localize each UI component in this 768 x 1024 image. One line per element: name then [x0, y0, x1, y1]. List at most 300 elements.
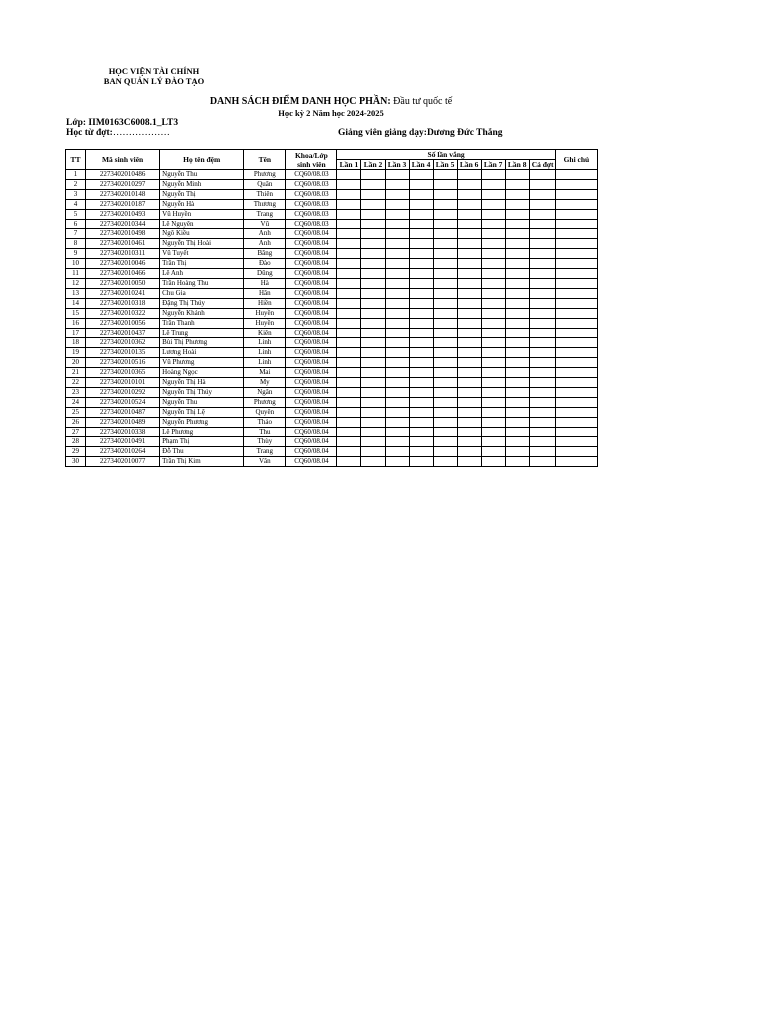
absence-cell — [505, 427, 529, 437]
institution-name: HỌC VIỆN TÀI CHÍNH — [108, 66, 200, 76]
absence-cell — [505, 199, 529, 209]
student-class: CQ60/08.04 — [286, 229, 337, 239]
absence-cell — [433, 239, 457, 249]
absence-cell — [457, 170, 481, 180]
student-id: 2273402010524 — [86, 397, 160, 407]
absence-cell — [505, 189, 529, 199]
student-id: 2273402010187 — [86, 199, 160, 209]
absence-cell — [337, 407, 361, 417]
absence-cell — [505, 387, 529, 397]
table-row — [66, 437, 598, 447]
absence-cell — [505, 249, 529, 259]
student-class: CQ60/08.04 — [286, 278, 337, 288]
absence-cell — [505, 219, 529, 229]
absence-cell — [385, 397, 409, 407]
row-number: 3 — [66, 189, 86, 199]
student-class: CQ60/08.03 — [286, 170, 337, 180]
student-id: 2273402010344 — [86, 219, 160, 229]
student-class: CQ60/08.04 — [286, 298, 337, 308]
course-name: Đầu tư quốc tế — [393, 96, 453, 107]
student-surname: Nguyễn Khánh — [160, 308, 244, 318]
absence-cell — [409, 368, 433, 378]
student-surname: Ngô Kiều — [160, 229, 244, 239]
absence-cell — [361, 170, 385, 180]
student-surname: Nguyễn Minh — [160, 179, 244, 189]
absence-cell — [361, 397, 385, 407]
absence-cell — [409, 269, 433, 279]
note-cell — [555, 457, 597, 467]
batch-value: ……………… — [112, 128, 170, 138]
absence-cell — [409, 179, 433, 189]
absence-cell — [457, 209, 481, 219]
row-number: 2 — [66, 179, 86, 189]
note-cell — [555, 298, 597, 308]
student-surname: Nguyễn Thị Hoài — [160, 239, 244, 249]
student-class: CQ60/08.04 — [286, 457, 337, 467]
table-row — [66, 427, 598, 437]
student-surname: Lê Anh — [160, 269, 244, 279]
absence-cell — [457, 179, 481, 189]
note-cell — [555, 378, 597, 388]
student-class: CQ60/08.04 — [286, 308, 337, 318]
student-id: 2273402010101 — [86, 378, 160, 388]
absence-cell — [529, 378, 555, 388]
note-cell — [555, 278, 597, 288]
table-row — [66, 288, 598, 298]
note-cell — [555, 189, 597, 199]
student-name: Linh — [244, 348, 286, 358]
absence-cell — [505, 239, 529, 249]
student-class: CQ60/08.04 — [286, 269, 337, 279]
absence-cell — [505, 288, 529, 298]
absence-cell — [361, 269, 385, 279]
student-class: CQ60/08.04 — [286, 417, 337, 427]
absence-cell — [457, 249, 481, 259]
student-class: CQ60/08.04 — [286, 397, 337, 407]
col-header-absence-3: Lần 3 — [385, 160, 409, 170]
note-cell — [555, 269, 597, 279]
table-row — [66, 229, 598, 239]
absence-cell — [529, 427, 555, 437]
student-class: CQ60/08.03 — [286, 189, 337, 199]
table-row — [66, 338, 598, 348]
absence-cell — [529, 199, 555, 209]
table-row — [66, 249, 598, 259]
absence-cell — [481, 298, 505, 308]
absence-cell — [361, 298, 385, 308]
absence-cell — [457, 189, 481, 199]
absence-cell — [457, 397, 481, 407]
absence-cell — [361, 189, 385, 199]
absence-cell — [409, 239, 433, 249]
absence-cell — [505, 170, 529, 180]
absence-cell — [457, 278, 481, 288]
absence-cell — [505, 338, 529, 348]
note-cell — [555, 447, 597, 457]
absence-cell — [457, 437, 481, 447]
student-surname: Trần Thanh — [160, 318, 244, 328]
student-surname: Lương Hoài — [160, 348, 244, 358]
student-class: CQ60/08.04 — [286, 338, 337, 348]
student-class: CQ60/08.04 — [286, 288, 337, 298]
row-number: 22 — [66, 378, 86, 388]
note-cell — [555, 348, 597, 358]
col-header-absences: Số lần vắng — [337, 150, 555, 160]
absence-cell — [337, 219, 361, 229]
absence-cell — [481, 259, 505, 269]
absence-cell — [457, 338, 481, 348]
absence-cell — [361, 219, 385, 229]
absence-cell — [361, 199, 385, 209]
absence-cell — [409, 308, 433, 318]
absence-cell — [529, 269, 555, 279]
student-name: Quân — [244, 179, 286, 189]
student-surname: Nguyễn Thị Lệ — [160, 407, 244, 417]
absence-cell — [505, 457, 529, 467]
student-id: 2273402010322 — [86, 308, 160, 318]
row-number: 27 — [66, 427, 86, 437]
absence-cell — [433, 199, 457, 209]
student-name: Trang — [244, 447, 286, 457]
note-cell — [555, 358, 597, 368]
absence-cell — [337, 179, 361, 189]
absence-cell — [337, 170, 361, 180]
absence-cell — [409, 358, 433, 368]
absence-cell — [337, 358, 361, 368]
absence-cell — [409, 170, 433, 180]
student-surname: Nguyễn Hà — [160, 199, 244, 209]
col-header-tt: TT — [66, 150, 86, 170]
absence-cell — [481, 170, 505, 180]
student-id: 2273402010056 — [86, 318, 160, 328]
absence-cell — [409, 259, 433, 269]
absence-cell — [337, 239, 361, 249]
absence-cell — [481, 308, 505, 318]
absence-cell — [505, 417, 529, 427]
absence-cell — [529, 457, 555, 467]
absence-cell — [457, 308, 481, 318]
absence-cell — [361, 437, 385, 447]
col-header-name: Tên — [244, 150, 286, 170]
absence-cell — [529, 288, 555, 298]
absence-cell — [457, 368, 481, 378]
table-row — [66, 387, 598, 397]
note-cell — [555, 229, 597, 239]
absence-cell — [337, 437, 361, 447]
absence-cell — [529, 397, 555, 407]
absence-cell — [337, 427, 361, 437]
term-line: Học kỳ 2 Năm học 2024-2025 — [278, 108, 384, 118]
table-row — [66, 407, 598, 417]
absence-cell — [385, 338, 409, 348]
absence-cell — [457, 229, 481, 239]
absence-cell — [385, 457, 409, 467]
student-id: 2273402010466 — [86, 269, 160, 279]
row-number: 9 — [66, 249, 86, 259]
absence-cell — [385, 219, 409, 229]
table-row — [66, 328, 598, 338]
student-id: 2273402010297 — [86, 179, 160, 189]
absence-cell — [481, 239, 505, 249]
row-number: 29 — [66, 447, 86, 457]
row-number: 25 — [66, 407, 86, 417]
absence-cell — [337, 308, 361, 318]
absence-cell — [457, 427, 481, 437]
absence-cell — [385, 298, 409, 308]
student-id: 2273402010461 — [86, 239, 160, 249]
absence-cell — [457, 358, 481, 368]
absence-cell — [457, 219, 481, 229]
absence-cell — [433, 447, 457, 457]
absence-cell — [481, 328, 505, 338]
student-surname: Nguyễn Thu — [160, 397, 244, 407]
student-name: Linh — [244, 358, 286, 368]
absence-cell — [337, 447, 361, 457]
absence-cell — [433, 318, 457, 328]
absence-cell — [385, 179, 409, 189]
student-id: 2273402010338 — [86, 427, 160, 437]
col-header-class: Khoa/Lớp sinh viên — [286, 150, 337, 170]
absence-cell — [529, 407, 555, 417]
absence-cell — [433, 407, 457, 417]
attendance-table — [65, 149, 598, 467]
absence-cell — [409, 447, 433, 457]
absence-cell — [433, 259, 457, 269]
student-surname: Đỗ Thu — [160, 447, 244, 457]
absence-cell — [529, 229, 555, 239]
student-name: Phương — [244, 397, 286, 407]
absence-cell — [337, 189, 361, 199]
absence-cell — [433, 219, 457, 229]
note-cell — [555, 407, 597, 417]
absence-cell — [409, 288, 433, 298]
col-header-absence-7: Lần 7 — [481, 160, 505, 170]
absence-cell — [409, 278, 433, 288]
col-header-absence-2: Lần 2 — [361, 160, 385, 170]
absence-cell — [433, 269, 457, 279]
absence-cell — [385, 249, 409, 259]
table-row — [66, 170, 598, 180]
absence-cell — [457, 259, 481, 269]
absence-cell — [361, 229, 385, 239]
absence-cell — [337, 348, 361, 358]
student-name: Thương — [244, 199, 286, 209]
absence-cell — [361, 318, 385, 328]
note-cell — [555, 387, 597, 397]
student-name: Vân — [244, 457, 286, 467]
absence-cell — [481, 318, 505, 328]
absence-cell — [361, 368, 385, 378]
absence-cell — [433, 358, 457, 368]
absence-cell — [481, 348, 505, 358]
absence-cell — [481, 417, 505, 427]
note-cell — [555, 209, 597, 219]
note-cell — [555, 170, 597, 180]
absence-cell — [361, 427, 385, 437]
absence-cell — [385, 328, 409, 338]
student-surname: Vũ Huyền — [160, 209, 244, 219]
document-title — [150, 96, 512, 107]
absence-cell — [529, 249, 555, 259]
col-header-student-id: Mã sinh viên — [86, 150, 160, 170]
table-row — [66, 278, 598, 288]
absence-cell — [433, 308, 457, 318]
absence-cell — [481, 457, 505, 467]
student-id: 2273402010135 — [86, 348, 160, 358]
absence-cell — [505, 278, 529, 288]
absence-cell — [337, 259, 361, 269]
absence-cell — [457, 298, 481, 308]
absence-cell — [361, 278, 385, 288]
absence-cell — [481, 358, 505, 368]
absence-cell — [457, 417, 481, 427]
col-header-absence-4: Lần 4 — [409, 160, 433, 170]
absence-cell — [409, 397, 433, 407]
absence-cell — [433, 209, 457, 219]
absence-cell — [409, 457, 433, 467]
absence-cell — [481, 219, 505, 229]
absence-cell — [337, 457, 361, 467]
row-number: 16 — [66, 318, 86, 328]
student-surname: Nguyễn Thị — [160, 189, 244, 199]
absence-cell — [457, 199, 481, 209]
student-class: CQ60/08.04 — [286, 259, 337, 269]
row-number: 1 — [66, 170, 86, 180]
table-row — [66, 348, 598, 358]
absence-cell — [385, 269, 409, 279]
absence-cell — [337, 368, 361, 378]
student-class: CQ60/08.04 — [286, 368, 337, 378]
student-id: 2273402010486 — [86, 170, 160, 180]
absence-cell — [385, 288, 409, 298]
student-name: Hà — [244, 278, 286, 288]
absence-cell — [385, 189, 409, 199]
row-number: 10 — [66, 259, 86, 269]
note-cell — [555, 427, 597, 437]
absence-cell — [361, 179, 385, 189]
absence-cell — [361, 348, 385, 358]
absence-cell — [457, 239, 481, 249]
absence-cell — [505, 368, 529, 378]
student-name: Ngân — [244, 387, 286, 397]
student-name: Huyền — [244, 308, 286, 318]
row-number: 18 — [66, 338, 86, 348]
student-id: 2273402010318 — [86, 298, 160, 308]
absence-cell — [409, 417, 433, 427]
absence-cell — [409, 318, 433, 328]
student-class: CQ60/08.04 — [286, 348, 337, 358]
student-id: 2273402010311 — [86, 249, 160, 259]
absence-cell — [361, 457, 385, 467]
table-row — [66, 457, 598, 467]
student-name: Thu — [244, 427, 286, 437]
row-number: 24 — [66, 397, 86, 407]
absence-cell — [481, 397, 505, 407]
student-class: CQ60/08.04 — [286, 249, 337, 259]
absence-cell — [481, 338, 505, 348]
student-id: 2273402010516 — [86, 358, 160, 368]
absence-cell — [505, 259, 529, 269]
table-row — [66, 219, 598, 229]
student-id: 2273402010437 — [86, 328, 160, 338]
table-row — [66, 368, 598, 378]
absence-cell — [505, 437, 529, 447]
col-header-absence-1: Lần 1 — [337, 160, 361, 170]
absence-cell — [433, 249, 457, 259]
title-main: DANH SÁCH ĐIỂM DANH HỌC PHẦN: — [209, 96, 391, 107]
absence-cell — [433, 437, 457, 447]
absence-cell — [457, 269, 481, 279]
absence-cell — [481, 288, 505, 298]
note-cell — [555, 199, 597, 209]
absence-cell — [337, 338, 361, 348]
absence-cell — [409, 378, 433, 388]
student-name: Quyên — [244, 407, 286, 417]
col-header-surname: Họ tên đệm — [160, 150, 244, 170]
absence-cell — [433, 170, 457, 180]
absence-cell — [337, 229, 361, 239]
absence-cell — [481, 427, 505, 437]
student-class: CQ60/08.04 — [286, 407, 337, 417]
absence-cell — [409, 407, 433, 417]
student-id: 2273402010362 — [86, 338, 160, 348]
absence-cell — [505, 308, 529, 318]
student-surname: Nguyễn Thu — [160, 170, 244, 180]
student-id: 2273402010292 — [86, 387, 160, 397]
absence-cell — [433, 278, 457, 288]
row-number: 20 — [66, 358, 86, 368]
student-class: CQ60/08.04 — [286, 437, 337, 447]
student-name: Hiền — [244, 298, 286, 308]
student-class: CQ60/08.03 — [286, 179, 337, 189]
student-name: Thùy — [244, 437, 286, 447]
absence-cell — [505, 378, 529, 388]
absence-cell — [529, 298, 555, 308]
note-cell — [555, 338, 597, 348]
note-cell — [555, 328, 597, 338]
row-number: 15 — [66, 308, 86, 318]
absence-cell — [385, 308, 409, 318]
absence-cell — [433, 328, 457, 338]
absence-cell — [529, 447, 555, 457]
absence-cell — [385, 348, 409, 358]
row-number: 12 — [66, 278, 86, 288]
note-cell — [555, 397, 597, 407]
note-cell — [555, 308, 597, 318]
absence-cell — [385, 278, 409, 288]
absence-cell — [361, 358, 385, 368]
student-surname: Trần Thị Kim — [160, 457, 244, 467]
note-cell — [555, 437, 597, 447]
student-surname: Lê Trung — [160, 328, 244, 338]
absence-cell — [481, 447, 505, 457]
absence-cell — [361, 338, 385, 348]
absence-cell — [361, 239, 385, 249]
student-class: CQ60/08.03 — [286, 209, 337, 219]
col-header-absence-5: Lần 5 — [433, 160, 457, 170]
absence-cell — [505, 328, 529, 338]
note-cell — [555, 249, 597, 259]
absence-cell — [481, 179, 505, 189]
absence-cell — [481, 199, 505, 209]
student-id: 2273402010077 — [86, 457, 160, 467]
student-surname: Vũ Tuyết — [160, 249, 244, 259]
row-number: 5 — [66, 209, 86, 219]
student-class: CQ60/08.04 — [286, 427, 337, 437]
absence-cell — [361, 209, 385, 219]
absence-cell — [529, 368, 555, 378]
table-row — [66, 298, 598, 308]
